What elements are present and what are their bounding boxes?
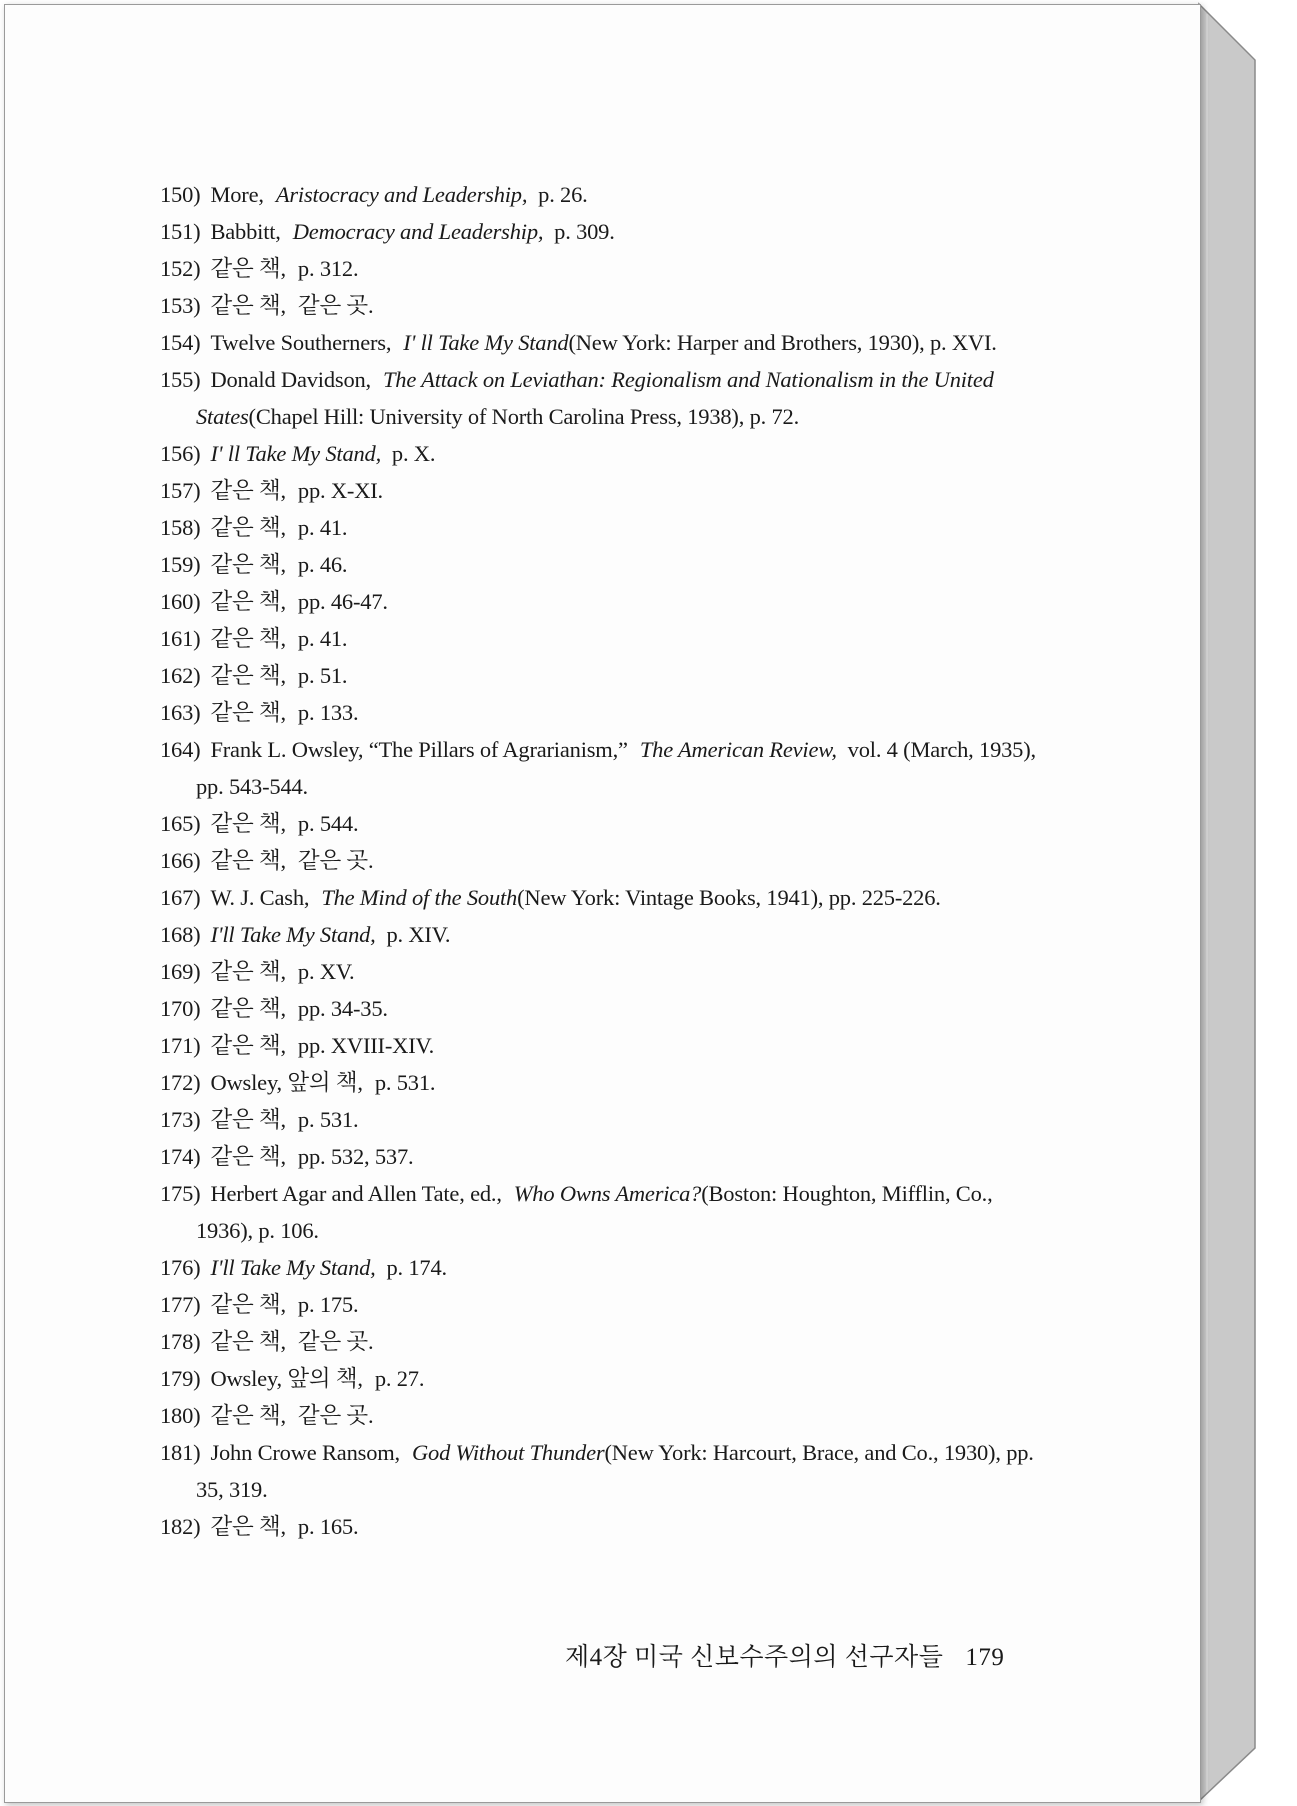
endnote-citation: pp. XVIII-XIV. [297,1033,435,1058]
endnote-author: 같은 책, [210,589,286,614]
endnote-author: 같은 책, [210,996,286,1021]
endnote-number: 155) [160,367,201,392]
endnote-citation: p. 41. [297,626,348,651]
endnote-item [160,1323,1050,1360]
endnote-author: 같은 책, [210,663,286,688]
endnote-author: 같은 책, [210,959,286,984]
endnote-item [160,1286,1050,1323]
endnote-citation: p. 175. [297,1292,359,1317]
endnote-author: Donald Davidson, [210,367,371,392]
endnote-work-title: The Attack on Leviathan: Regionalism and Nationalism in the United States [196,367,994,429]
endnote-citation: (New York: Vintage Books, 1941), pp. 225-226. [517,885,941,910]
endnote-number: 180) [160,1403,201,1428]
endnote-number: 168) [160,922,201,947]
endnote-item [160,176,1050,213]
endnote-number: 175) [160,1181,201,1206]
endnote-item [160,620,1050,657]
endnotes-list [160,176,1050,1545]
endnote-work-title: The Mind of the South [321,885,518,910]
endnote-item [160,509,1050,546]
endnote-number: 152) [160,256,201,281]
endnote-citation: p. 51. [297,663,348,688]
endnote-citation: p. 133. [297,700,359,725]
endnote-number: 171) [160,1033,201,1058]
endnote-number: 151) [160,219,201,244]
endnote-citation: pp. 34-35. [297,996,388,1021]
endnote-author: Owsley, 앞의 책, [210,1070,363,1095]
endnote-item [160,472,1050,509]
endnote-number: 157) [160,478,201,503]
running-footer [565,1637,1004,1673]
endnote-author: W. J. Cash, [210,885,310,910]
endnote-item [160,916,1050,953]
endnote-author: Owsley, 앞의 책, [210,1366,363,1391]
endnote-work-title: Who Owns America? [513,1181,702,1206]
endnote-citation: p. 531. [374,1070,436,1095]
endnote-citation: 같은 곳. [297,1403,374,1428]
endnote-number: 174) [160,1144,201,1169]
endnote-number: 162) [160,663,201,688]
endnote-author: Babbitt, [210,219,281,244]
endnote-author: 같은 책, [210,700,286,725]
endnote-item [160,324,1050,361]
endnote-author: 같은 책, [210,1514,286,1539]
endnote-number: 173) [160,1107,201,1132]
endnote-author: 같은 책, [210,515,286,540]
endnote-item [160,953,1050,990]
endnote-author: More, [210,182,264,207]
endnote-number: 156) [160,441,201,466]
endnote-item [160,1027,1050,1064]
endnote-citation: p. 174. [386,1255,447,1280]
endnote-citation: p. 46. [297,552,348,577]
endnote-work-title: Aristocracy and Leadership, [275,182,528,207]
endnote-number: 167) [160,885,201,910]
endnote-number: 161) [160,626,201,651]
endnote-item [160,1064,1050,1101]
endnote-author: 같은 책, [210,1292,286,1317]
endnote-item [160,1138,1050,1175]
endnote-citation: pp. 532, 537. [297,1144,414,1169]
endnote-number: 166) [160,848,201,873]
endnote-number: 181) [160,1440,201,1465]
endnote-item [160,657,1050,694]
endnote-author: 같은 책, [210,1033,286,1058]
endnote-citation: (Boston: Houghton, Mifflin, Co., 1936), p. 106. [196,1181,993,1243]
endnote-work-title: I'll Take My Stand, [210,1255,376,1280]
endnote-item [160,990,1050,1027]
endnote-number: 164) [160,737,201,762]
endnote-number: 163) [160,700,201,725]
endnote-work-title: I' ll Take My Stand, [210,441,382,466]
endnote-item [160,694,1050,731]
endnote-citation: 같은 곳. [297,848,374,873]
endnote-citation: p. 27. [374,1366,425,1391]
endnote-number: 154) [160,330,201,355]
endnote-number: 158) [160,515,201,540]
endnote-citation: (New York: Harper and Brothers, 1930), p. XVI. [568,330,997,355]
endnote-item [160,1434,1050,1508]
endnote-number: 150) [160,182,201,207]
endnote-citation: (New York: Harcourt, Brace, and Co., 1930), pp. 35, 319. [196,1440,1034,1502]
endnote-citation: p. 531. [297,1107,359,1132]
endnote-item [160,250,1050,287]
endnote-citation: p. X. [391,441,436,466]
endnote-item [160,1397,1050,1434]
endnote-author: Frank L. Owsley, “The Pillars of Agrarianism,” [210,737,628,762]
page-number: 179 [965,1644,1005,1671]
endnote-number: 177) [160,1292,201,1317]
endnote-item [160,879,1050,916]
endnote-work-title: The American Review, [639,737,837,762]
endnote-author: 같은 책, [210,478,286,503]
endnote-author: Herbert Agar and Allen Tate, ed., [210,1181,502,1206]
endnote-item [160,546,1050,583]
endnote-number: 182) [160,1514,201,1539]
endnote-item [160,1101,1050,1138]
endnote-item [160,1175,1050,1249]
endnote-citation: vol. 4 (March, 1935), pp. 543-544. [196,737,1036,799]
endnote-number: 179) [160,1366,201,1391]
endnote-author: 같은 책, [210,626,286,651]
endnote-work-title: Democracy and Leadership, [292,219,544,244]
endnote-number: 169) [160,959,201,984]
book-page [4,4,1201,1803]
endnote-number: 153) [160,293,201,318]
endnote-number: 165) [160,811,201,836]
endnote-item [160,583,1050,620]
endnote-author: John Crowe Ransom, [210,1440,400,1465]
endnote-citation: (Chapel Hill: University of North Carolina Press, 1938), p. 72. [248,404,799,429]
endnote-author: 같은 책, [210,1329,286,1354]
endnote-citation: 같은 곳. [297,293,374,318]
endnote-author: 같은 책, [210,552,286,577]
endnote-citation: p. XIV. [386,922,451,947]
endnote-citation: 같은 곳. [297,1329,374,1354]
endnote-citation: p. 312. [297,256,359,281]
endnote-number: 178) [160,1329,201,1354]
endnote-author: Twelve Southerners, [210,330,392,355]
endnote-item [160,213,1050,250]
endnote-number: 172) [160,1070,201,1095]
endnote-item [160,731,1050,805]
endnote-item [160,1508,1050,1545]
endnote-author: 같은 책, [210,848,286,873]
endnote-author: 같은 책, [210,1144,286,1169]
endnote-number: 159) [160,552,201,577]
endnote-number: 160) [160,589,201,614]
endnote-citation: p. 41. [297,515,348,540]
endnote-item [160,1249,1050,1286]
endnote-item [160,361,1050,435]
endnote-citation: p. 165. [297,1514,359,1539]
endnote-citation: pp. X-XI. [297,478,383,503]
endnote-number: 176) [160,1255,201,1280]
endnote-author: 같은 책, [210,1403,286,1428]
endnote-item [160,287,1050,324]
endnote-work-title: I'll Take My Stand, [210,922,376,947]
endnote-number: 170) [160,996,201,1021]
endnote-item [160,435,1050,472]
endnote-author: 같은 책, [210,811,286,836]
endnote-citation: p. XV. [297,959,355,984]
chapter-title: 제4장 미국 신보수주의의 선구자들 [565,1644,944,1671]
endnote-author: 같은 책, [210,1107,286,1132]
endnote-author: 같은 책, [210,293,286,318]
endnote-item [160,842,1050,879]
endnote-citation: pp. 46-47. [297,589,388,614]
endnote-work-title: God Without Thunder [411,1440,605,1465]
endnote-author: 같은 책, [210,256,286,281]
endnote-item [160,805,1050,842]
endnote-citation: p. 309. [554,219,615,244]
endnote-citation: p. 26. [538,182,588,207]
endnote-citation: p. 544. [297,811,359,836]
endnote-work-title: I' ll Take My Stand [403,330,569,355]
endnote-item [160,1360,1050,1397]
